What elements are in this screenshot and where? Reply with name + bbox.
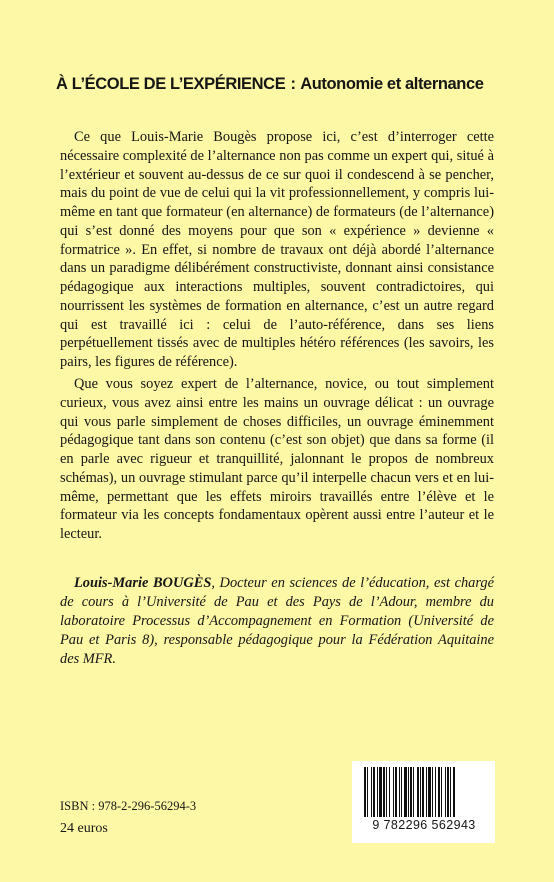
- title-separator: :: [290, 75, 296, 93]
- summary-paragraph-1: Ce que Louis-Marie Bougès propose ici, c’est d’interroger cette nécessaire complexité de l’alternance non pas comme un expert qui, situé à l’extérieur et souvent au-dessus de ce sur quoi il condescend à se pencher, mais du point de vue de celui qui la vit professionnellement, y compris lui-même en tant que formateur (en alternance) de formateurs (de l’alternance) qui s’est donné des moyens pour que son « expérience » devienne « formatrice ». En effet, si nombre de travaux ont déjà abordé l’alternance dans un paradigme délibérément constructiviste, donnant ainsi consistance pédagogique aux interactions multiples, souvent contradictoires, qui nourrissent les systèmes de formation en alternance, c’est un autre regard qui est travaillé ici : celui de l’auto-référence, dans ses liens perpétuellement tissés avec de multiples hétéro références (les savoirs, les pairs, les figures de référence).: [60, 129, 494, 370]
- summary-paragraph-2: Que vous soyez expert de l’alternance, novice, ou tout simplement curieux, vous avez ainsi entre les mains un ouvrage délicat : un ouvrage qui vous parle simplement de choses difficiles, un ouvrage éminemment pédagogique tant dans son contenu (c’est son objet) que dans sa forme (il en parle avec rigueur et tranquillité, jalonnant le propos de nombreux schémas), un ouvrage stimulant parce qu’il interpelle chacun vers et en lui-même, permettant que les effets miroirs travaillés entre l’élève et le formateur via les concepts fondamentaux opèrent aussi entre l’auteur et le lecteur.: [60, 376, 494, 542]
- book-title: [56, 75, 516, 94]
- barcode-bars-icon: [362, 767, 485, 817]
- author-bio-text: , Docteur en sciences de l’éducation, est chargé de cours à l’Université de Pau et des Pays de l’Adour, membre du laboratoire Processus d’Accompagnement en Formation (Université de Pau et Paris 8), responsable pédagogique pour la Fédération Aquitaine des MFR.: [60, 575, 494, 667]
- isbn-text: ISBN : 978-2-296-56294-3: [60, 799, 197, 813]
- barcode-digits: 9 782296 562943: [372, 818, 476, 832]
- author-name: Louis-Marie BOUGÈS: [74, 575, 212, 591]
- author-bio: [60, 574, 494, 669]
- price-text: 24 euros: [60, 821, 108, 836]
- title-subtitle: Autonomie et alternance: [300, 75, 484, 93]
- barcode: [352, 761, 495, 843]
- title-main: À L’ÉCOLE DE L’EXPÉRIENCE: [56, 75, 286, 93]
